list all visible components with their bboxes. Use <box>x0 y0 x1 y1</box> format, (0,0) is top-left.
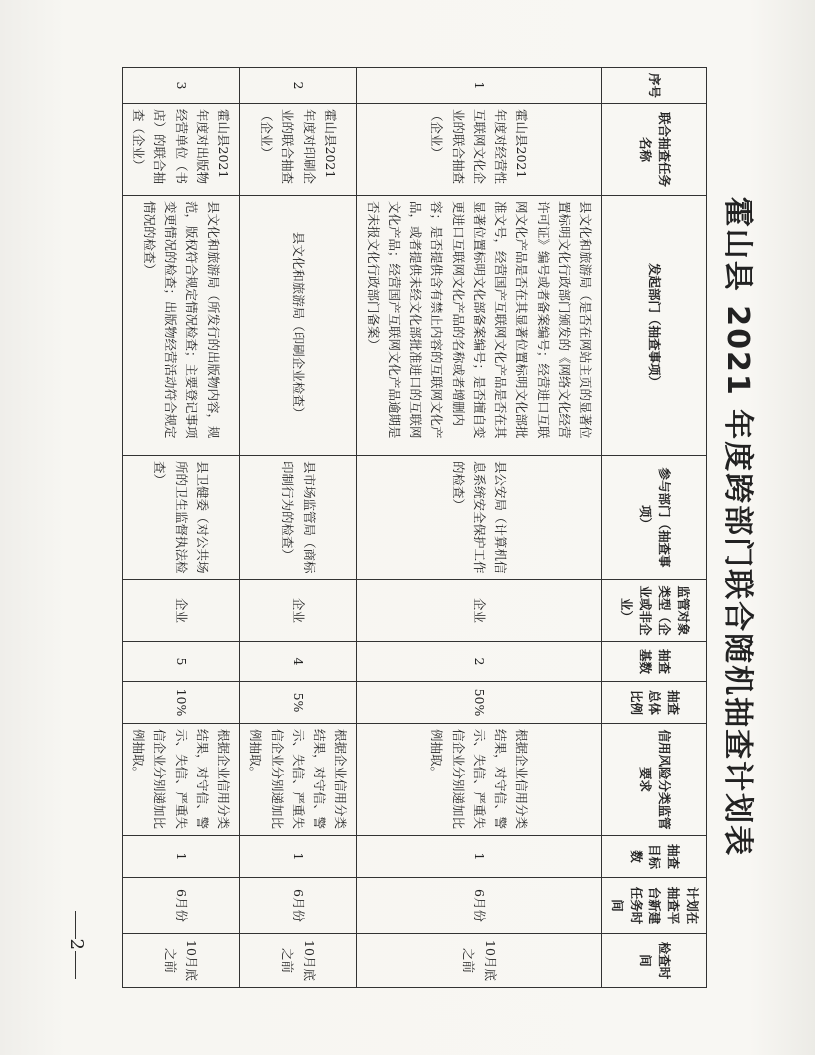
header-task: 联合抽查任务名称 <box>602 104 707 196</box>
header-target: 抽查目标数 <box>602 836 707 878</box>
header-no: 序号 <box>602 68 707 104</box>
cell-ratio: 5% <box>240 682 357 724</box>
cell-base: 5 <box>123 642 240 682</box>
cell-create-time: 6月份 <box>240 878 357 934</box>
header-initiator: 发起部门（抽查事项） <box>602 196 707 456</box>
header-base: 抽查基数 <box>602 642 707 682</box>
header-check-time: 检查时间 <box>602 934 707 988</box>
cell-initiator: 县文化和旅游局（印刷企业检查） <box>240 196 357 456</box>
cell-participant: 县公安局（计算机信息系统安全保护工作的检查） <box>357 456 602 580</box>
cell-create-time: 6月份 <box>123 878 240 934</box>
document-title: 霍山县 2021 年度跨部门联合随机抽查计划表 <box>720 196 755 858</box>
cell-create-time: 6月份 <box>357 878 602 934</box>
cell-target: 1 <box>357 836 602 878</box>
table-row <box>240 68 357 988</box>
cell-check-time: 10月底之前 <box>357 934 602 988</box>
header-object-type: 监管对象类型（企业或非企业） <box>602 580 707 642</box>
table-header-row <box>602 68 707 988</box>
cell-task: 霍山县2021年度对经营性互联网文化企业的联合抽查（企业） <box>357 104 602 196</box>
cell-credit: 根据企业信用分类结果，对守信、警示、失信、严重失信企业分别递加比例抽取。 <box>240 724 357 836</box>
cell-base: 4 <box>240 642 357 682</box>
cell-ratio: 10% <box>123 682 240 724</box>
rotated-document <box>47 57 767 997</box>
cell-initiator: 县文化和旅游局（是否在网站主页的显著位置标明文化行政部门颁发的《网络文化经营许可证》编号或者备案编号；经营进口互联网文化产品是否在其显著位置标明文化部批准文号，经营国产互联网文化产品是否在其显著位置标明文化部备案编号；是否擅自变更进口互联网文化产品的名称或者增删内容；是否提供含有禁止内容的互联网文化产品，或者提供未经文化部批准进口的互联网文化产品；经营国产互联网文化产品逾期是否未报文化行政部门备案） <box>357 196 602 456</box>
page-number <box>66 911 87 979</box>
cell-task: 霍山县2021年度对印刷企业的联合抽查（企业） <box>240 104 357 196</box>
inspection-plan-table <box>122 67 707 988</box>
cell-credit: 根据企业信用分类结果，对守信、警示、失信、严重失信企业分别递加比例抽取。 <box>123 724 240 836</box>
cell-credit: 根据企业信用分类结果，对守信、警示、失信、严重失信企业分别递加比例抽取。 <box>357 724 602 836</box>
header-ratio: 抽查总体比例 <box>602 682 707 724</box>
table-row <box>123 68 240 988</box>
cell-check-time: 10月底之前 <box>123 934 240 988</box>
cell-check-time: 10月底之前 <box>240 934 357 988</box>
cell-object-type: 企业 <box>240 580 357 642</box>
cell-target: 1 <box>240 836 357 878</box>
cell-participant: 县卫健委（对公共场所的卫生监督执法检查） <box>123 456 240 580</box>
cell-task: 霍山县2021年度对出版物经营单位（书店）的联合抽查（企业） <box>123 104 240 196</box>
header-participant: 参与部门（抽查事项） <box>602 456 707 580</box>
cell-no: 3 <box>123 68 240 104</box>
cell-ratio: 50% <box>357 682 602 724</box>
table-row <box>357 68 602 988</box>
cell-base: 2 <box>357 642 602 682</box>
cell-object-type: 企业 <box>123 580 240 642</box>
header-credit: 信用风险分类监管要求 <box>602 724 707 836</box>
cell-no: 2 <box>240 68 357 104</box>
page-number-value: 2 <box>66 938 87 951</box>
cell-target: 1 <box>123 836 240 878</box>
header-create-time: 计划在抽查平台新建任务时间 <box>602 878 707 934</box>
cell-no: 1 <box>357 68 602 104</box>
cell-initiator: 县文化和旅游局（所发行的出版物内容，规范，版权符合规定情况检查；主要登记事项变更情况的检查；出版物经营活动符合规定情况的检查） <box>123 196 240 456</box>
cell-participant: 县市场监管局（商标印制行为的检查） <box>240 456 357 580</box>
cell-object-type: 企业 <box>357 580 602 642</box>
